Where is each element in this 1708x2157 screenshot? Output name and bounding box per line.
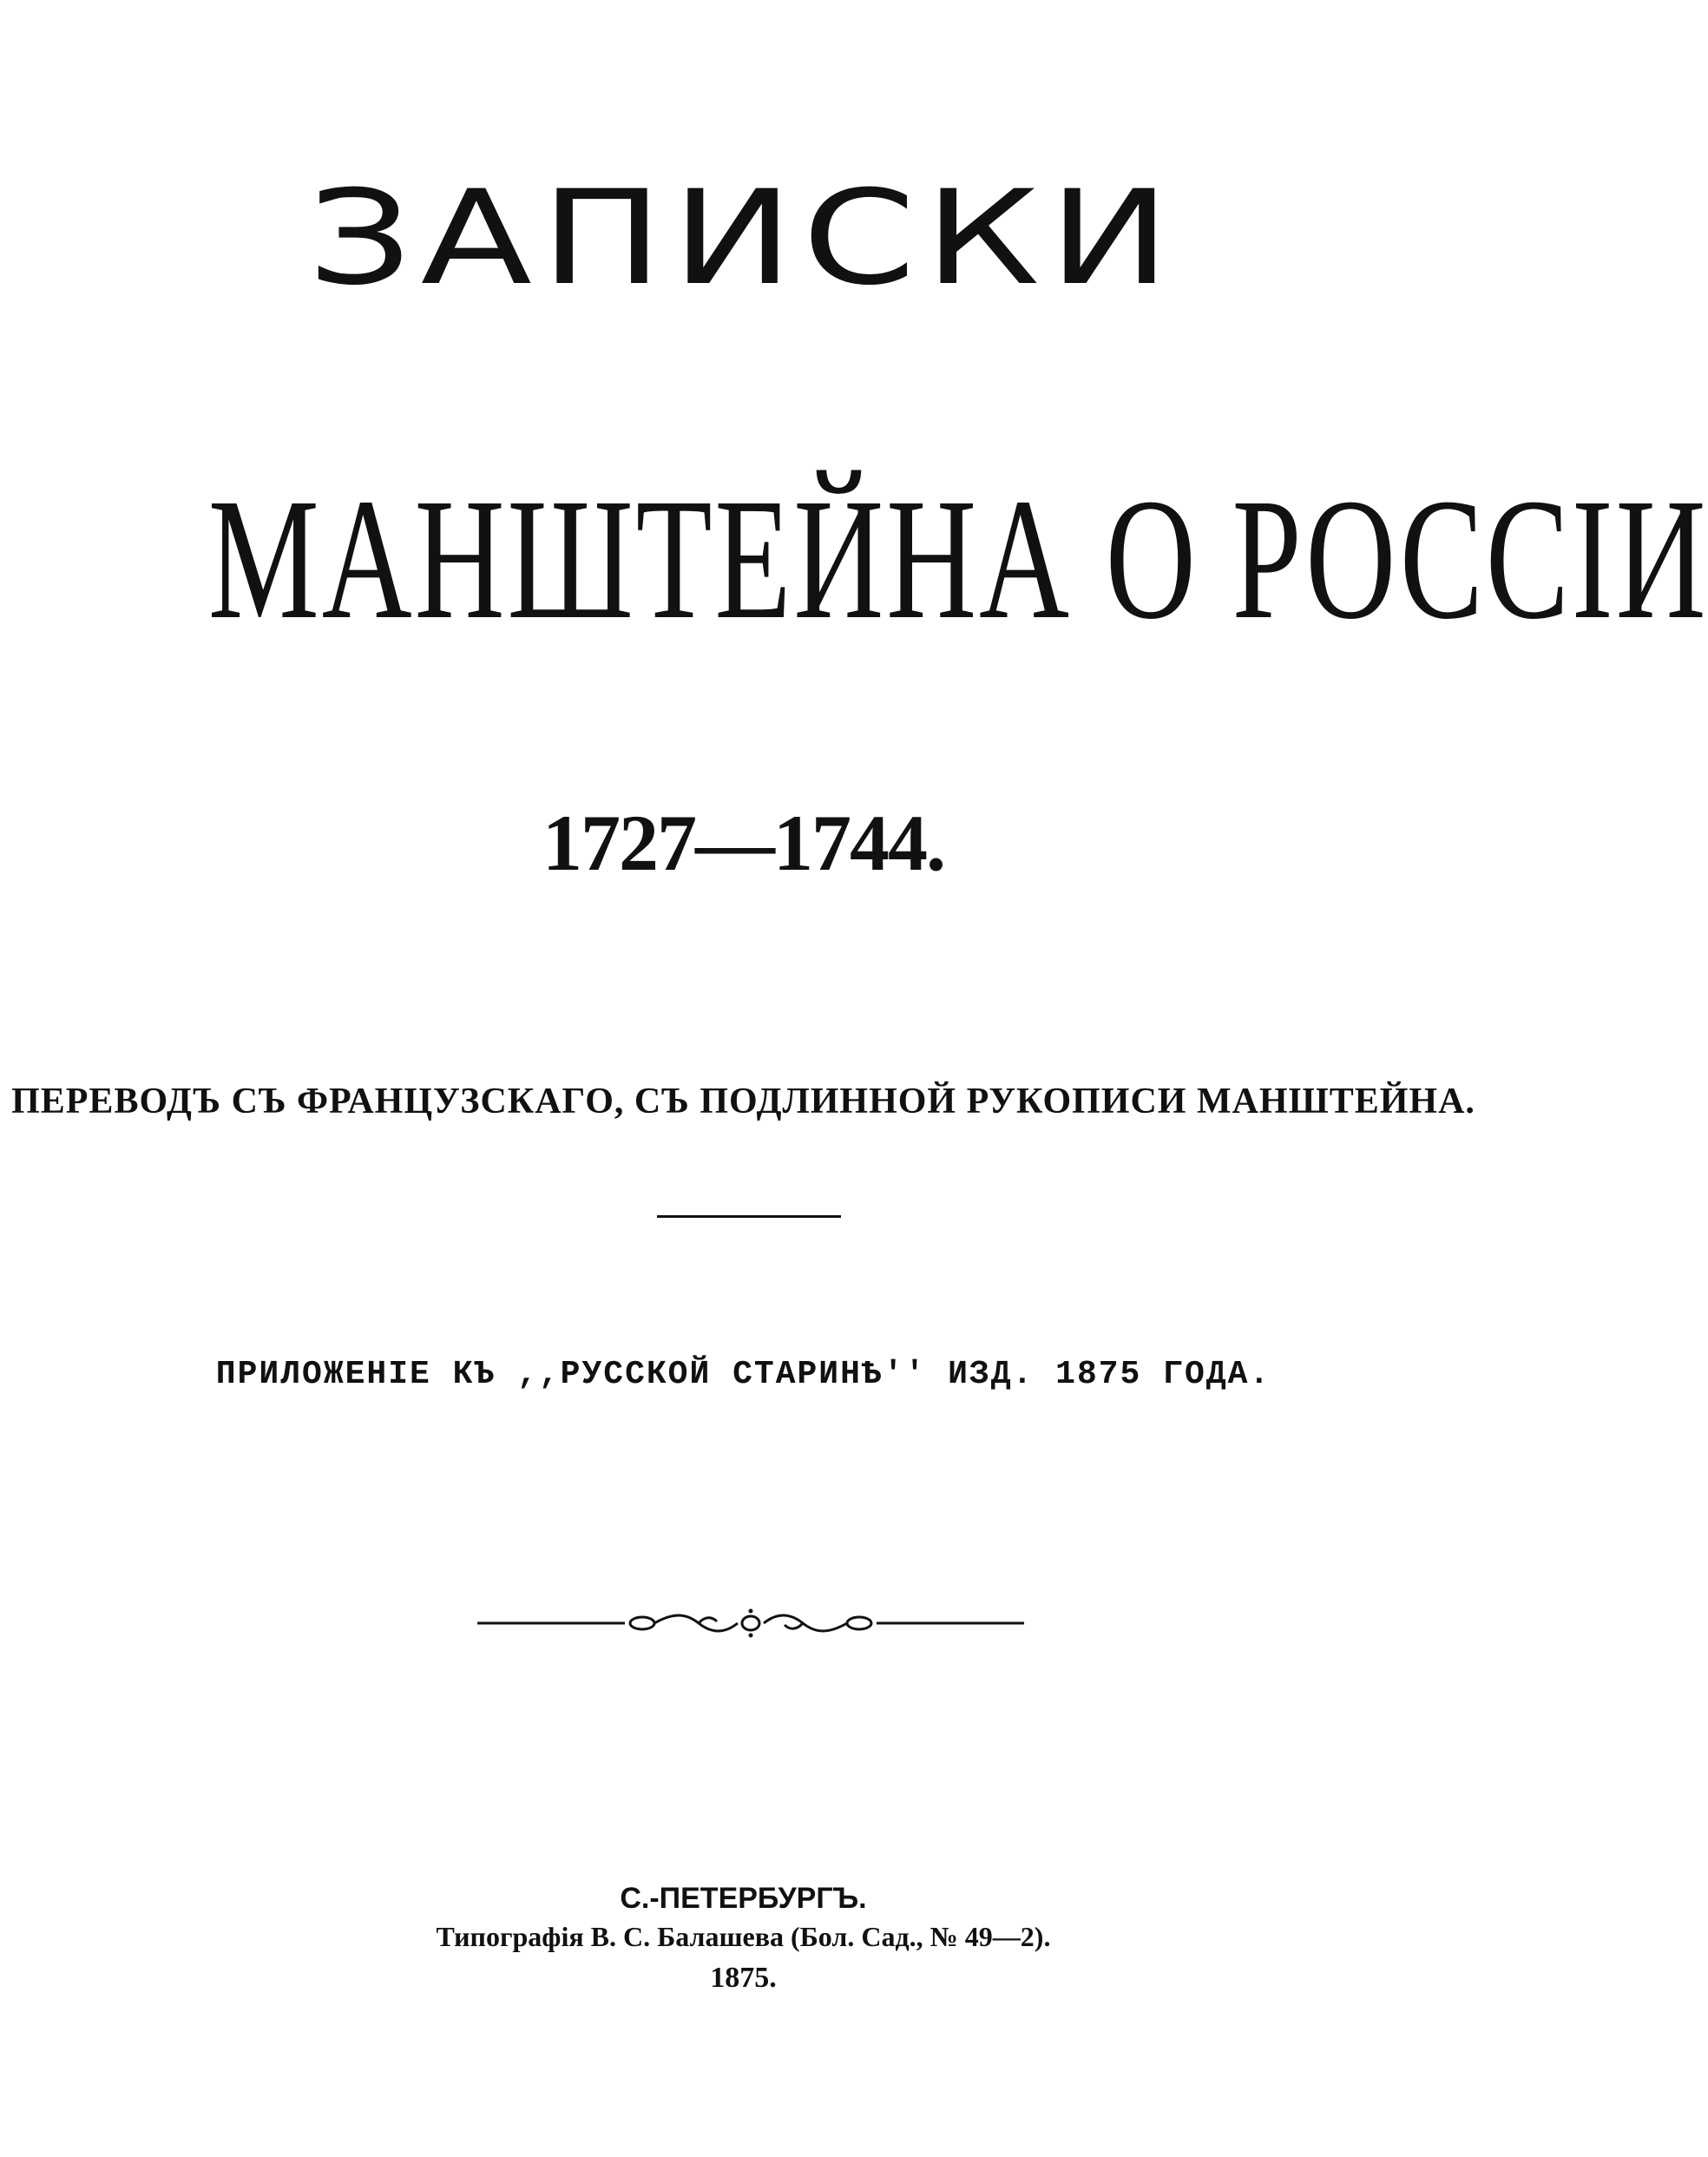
title-line-2: МАНШТЕЙНА О РОССІИ [207, 464, 1708, 655]
years-range: 1727—1744. [542, 799, 944, 887]
imprint-year: 1875. [710, 1962, 777, 1994]
translation-note: ПЕРЕВОДЪ СЪ ФРАНЦУЗСКАГО, СЪ ПОДЛИННОЙ РУКОПИСИ МАНШТЕЙНА. [11, 1082, 1475, 1121]
ornament-divider-icon [477, 1606, 1024, 1641]
imprint-printer: Типографія В. С. Балашева (Бол. Сад., № 49—2). [436, 1921, 1051, 1952]
supplement-note: ПРИЛОЖЕНІЕ КЪ ,,РУССКОЙ СТАРИНѢ'' ИЗД. 1875 ГОДА. [215, 1356, 1271, 1393]
divider-rule [657, 1215, 841, 1218]
imprint-city: С.-ПЕТЕРБУРГЪ. [620, 1882, 867, 1915]
title-line-1: ЗАПИСКИ [307, 163, 1179, 314]
